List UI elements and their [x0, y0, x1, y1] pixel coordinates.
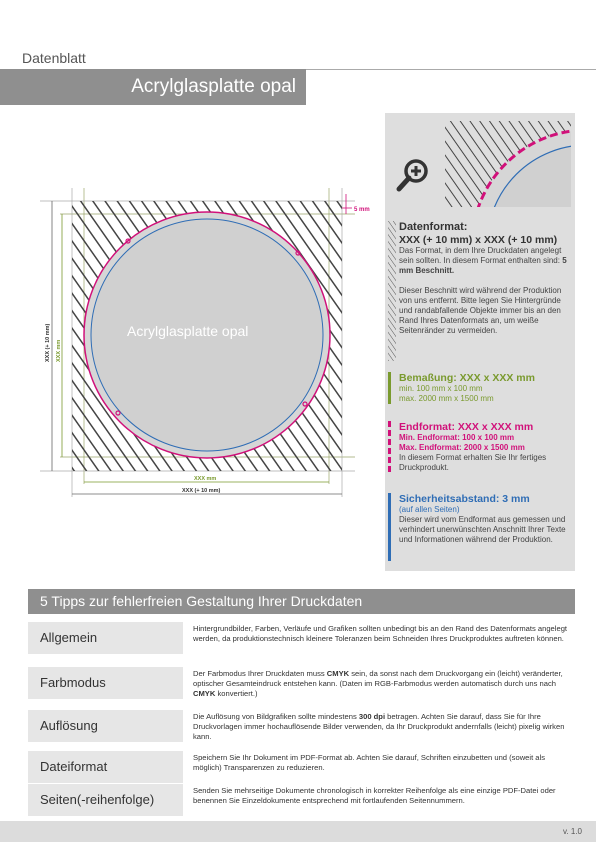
tip-text: Speichern Sie Ihr Dokument im PDF-Format ab. Achten Sie darauf, Schriften einzubetten und (soweit als möglich) Transparenzen zu reduzieren. — [193, 753, 546, 772]
bleed-label: 5 mm — [354, 207, 370, 213]
inner-width-label: XXX mm — [194, 476, 217, 482]
tip-row — [28, 667, 575, 699]
endformat-max: Max. Endformat: 2000 x 1500 mm — [399, 443, 525, 452]
version-label: v. 1.0 — [563, 827, 582, 836]
datenformat-subtitle: XXX (+ 10 mm) x XXX (+ 10 mm) — [399, 234, 558, 246]
inner-height-label: XXX mm — [56, 339, 62, 362]
tip-label: Farbmodus — [28, 667, 183, 699]
header-bar — [0, 69, 306, 105]
tip-text: Die Auflösung von Bildgrafiken sollte mindestens 300 dpi betragen. Achten Sie darauf, dass Sie für Ihre Druckvorlagen immer hochauflösende Bilder verwenden, da Ihr Druckprodukt andernfalls (leicht) pixelig wirken kann. — [193, 712, 565, 741]
bemassung-max: max. 2000 mm x 1500 mm — [399, 394, 494, 403]
section-endformat — [385, 421, 575, 473]
footer-bar — [0, 821, 596, 842]
tip-row — [28, 622, 575, 654]
section-datenformat — [385, 221, 575, 361]
tips-heading: 5 Tipps zur fehlerfreien Gestaltung Ihrer Druckdaten — [28, 589, 575, 614]
section-sicherheit — [385, 493, 575, 561]
tip-text: Hintergrundbilder, Farben, Verläufe und Grafiken sollten unbedingt bis an den Rand des Datenformats angelegt werden, da produktionstechnisch kleinere Toleranzen beim Schneiden Ihres Druckproduktes auftreten können. — [193, 624, 568, 643]
datenformat-hatch-bar — [388, 221, 396, 361]
zoom-in-icon — [395, 157, 431, 193]
page-title: Acrylglasplatte opal — [131, 76, 296, 97]
info-panel — [385, 113, 575, 571]
tip-label: Auflösung — [28, 710, 183, 742]
tip-label: Dateiformat — [28, 751, 183, 783]
sicherheit-sub: (auf allen Seiten) — [399, 505, 460, 514]
tip-row — [28, 751, 575, 783]
datenformat-title: Datenformat: — [399, 221, 468, 233]
sicherheit-title: Sicherheitsabstand: 3 mm — [399, 493, 530, 505]
datenformat-text1: Das Format, in dem Ihre Druckdaten angelegt sein sollten. In diesem Format enthalten sind: 5 mm Beschnitt. — [399, 246, 567, 275]
tip-text: Der Farbmodus Ihrer Druckdaten muss CMYK sein, da sonst nach dem Druckvorgang ein (leicht) veränderter, optischer Gesamteindruck entstehen kann. (Daten im RGB-Farbmodus werden automatisch durch uns nach CMYK konvertiert.) — [193, 669, 563, 698]
header-tab — [0, 47, 119, 69]
tip-label: Seiten(-reihenfolge) — [28, 784, 183, 816]
tip-text: Senden Sie mehrseitige Dokumente chronologisch in korrekter Reihenfolge als eine einzige PDF-Datei oder benennen Sie Einzeldokumente entsprechend mit fortlaufenden Seitennummern. — [193, 786, 556, 805]
tip-row — [28, 710, 575, 742]
tip-row — [28, 784, 575, 816]
diagram-product-label: Acrylglasplatte opal — [127, 323, 249, 339]
endformat-title: Endformat: XXX x XXX mm — [399, 421, 534, 433]
bemassung-title: Bemaßung: XXX x XXX mm — [399, 372, 535, 384]
sicherheit-text: Dieser wird vom Endformat aus gemessen und verhindert unerwünschten Anschnitt Ihrer Texte und Informationen während der Produktion. — [399, 515, 566, 544]
outer-width-label: XXX (+ 10 mm) — [182, 488, 221, 494]
endformat-text: In diesem Format erhalten Sie Ihr fertiges Druckprodukt. — [399, 453, 547, 472]
tip-label: Allgemein — [28, 622, 183, 654]
endformat-min: Min. Endformat: 100 x 100 mm — [399, 433, 515, 442]
section-bemassung — [385, 372, 575, 404]
format-diagram — [40, 180, 370, 500]
bemassung-min: min. 100 mm x 100 mm — [399, 384, 483, 393]
header-tab-label: Datenblatt — [22, 50, 86, 66]
outer-height-label: XXX (+ 10 mm) — [45, 323, 51, 362]
datenformat-text2: Dieser Beschnitt wird während der Produktion von uns entfernt. Bitte legen Sie Hintergründe und randabfallende Objekte immer bis an den Rand Ihres Datenformats an, um weiße Seitenränder zu vermeiden. — [399, 286, 562, 335]
